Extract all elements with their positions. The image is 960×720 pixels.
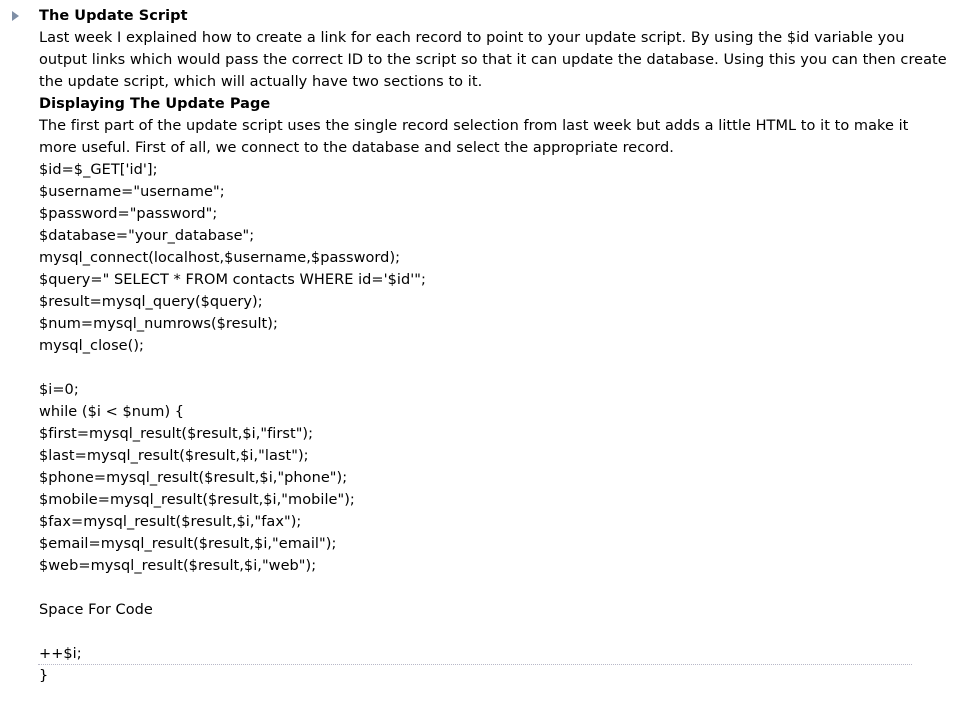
code-placeholder: Space For Code: [39, 602, 153, 618]
footer-divider: [38, 664, 912, 665]
code-line: $username="username";: [39, 184, 225, 200]
code-line: }: [39, 668, 49, 684]
code-line: while ($i < $num) {: [39, 404, 185, 420]
code-line: $fax=mysql_result($result,$i,"fax");: [39, 514, 302, 530]
code-line: mysql_close();: [39, 338, 144, 354]
code-line: $last=mysql_result($result,$i,"last");: [39, 448, 309, 464]
code-block-1: [39, 159, 949, 357]
triangle-bullet-icon: [12, 11, 19, 21]
description-paragraph: The first part of the update script uses the single record selection from last week but adds a little HTML to it to make it more useful. First of all, we connect to the database and select the appropriate record.: [39, 118, 909, 156]
code-line: $num=mysql_numrows($result);: [39, 316, 278, 332]
code-line: $query=" SELECT * FROM contacts WHERE id='$id'";: [39, 272, 426, 288]
section-subheading: Displaying The Update Page: [39, 96, 271, 112]
blank-line: [39, 621, 949, 643]
slide-content: [39, 5, 949, 687]
code-line: $phone=mysql_result($result,$i,"phone");: [39, 470, 348, 486]
code-line: ++$i;: [39, 646, 82, 662]
code-line: $password="password";: [39, 206, 218, 222]
code-line: $database="your_database";: [39, 228, 255, 244]
code-line: $result=mysql_query($query);: [39, 294, 263, 310]
code-line: $web=mysql_result($result,$i,"web");: [39, 558, 317, 574]
intro-paragraph: Last week I explained how to create a link for each record to point to your update script. By using the $id variable you output links which would pass the correct ID to the script so that it can update the database. Using this you can then create the update script, which will actually have two sections to it.: [39, 30, 947, 90]
code-line: $first=mysql_result($result,$i,"first");: [39, 426, 314, 442]
code-line: $id=$_GET['id'];: [39, 162, 158, 178]
code-line: mysql_connect(localhost,$username,$password);: [39, 250, 401, 266]
blank-line: [39, 577, 949, 599]
code-line: $i=0;: [39, 382, 79, 398]
code-line: $email=mysql_result($result,$i,"email");: [39, 536, 337, 552]
code-block-2: [39, 379, 949, 577]
code-block-3: [39, 643, 949, 687]
code-line: $mobile=mysql_result($result,$i,"mobile");: [39, 492, 355, 508]
slide-heading: The Update Script: [39, 8, 188, 24]
blank-line: [39, 357, 949, 379]
